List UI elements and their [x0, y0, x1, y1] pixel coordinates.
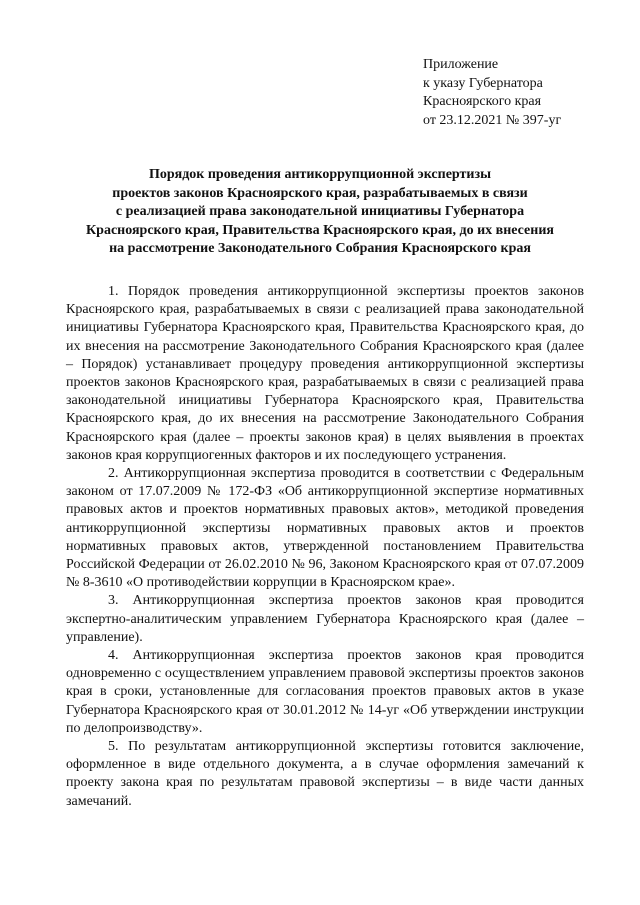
- appendix-line: от 23.12.2021 № 397-уг: [423, 112, 562, 128]
- paragraph-5: 5. По результатам антикоррупционной экспертизы готовится заключение, оформленное в виде отдельного документа, а в случае оформления замечаний к проекту закона края по результатам правовой экспертизы – в виде части данных замечаний.: [66, 739, 584, 809]
- title-line: на рассмотрение Законодательного Собрания Красноярского края: [109, 241, 531, 256]
- title-line: с реализацией права законодательной инициативы Губернатора: [115, 204, 525, 219]
- document-body: [66, 283, 584, 811]
- appendix-line: к указу Губернатора: [423, 75, 543, 91]
- title-line: Красноярского края, Правительства Красноярского края, до их внесения: [86, 222, 554, 238]
- document-title: [60, 166, 580, 259]
- paragraph-2: 2. Антикоррупционная экспертиза проводится в соответствии с Федеральным законом от 17.07.2009 № 172-ФЗ «Об антикоррупционной экспертизе нормативных правовых актов и проектов нормативных правовых актов», методикой проведения антикоррупционной экспертизы нормативных правовых актов и проектов нормативных правовых актов, утвержденной постановлением Правительства Российской Федерации от 26.02.2010 № 96, Законом Красноярского края от 07.07.2009 № 8-3610 «О противодействии коррупции в Красноярском крае».: [66, 466, 584, 591]
- title-line: Порядок проведения антикоррупционной экспертизы: [148, 167, 492, 182]
- paragraph-4: 4. Антикоррупционная экспертиза проектов законов края проводится одновременно с осуществлением управлением правовой экспертизы проектов законов края в сроки, установленные для согласования проектов правовых актов в указе Губернатора Красноярского края от 30.01.2012 № 14-уг «Об утверждении инструкции по делопроизводству».: [66, 648, 584, 736]
- paragraph-1: 1. Порядок проведения антикоррупционной экспертизы проектов законов Красноярского края, разрабатываемых в связи с реализацией права законодательной инициативы Губернатора Красноярского края, Правительства Красноярского края, до их внесения на рассмотрение Законодательного Собрания Красноярского края (далее – Порядок) устанавливает процедуру проведения антикоррупционной экспертизы проектов законов Красноярского края, разрабатываемых в связи с реализацией права законодательной инициативы Губернатора Красноярского края, Правительства Красноярского края, до их внесения на рассмотрение Законодательного Собрания Красноярского края (далее – проекты законов края) в целях выявления в проектах законов края коррупциогенных факторов и их последующего устранения.: [66, 284, 584, 463]
- appendix-line: Красноярского края: [423, 94, 542, 109]
- paragraph-3: 3. Антикоррупционная экспертиза проектов законов края проводится экспертно-аналитическим управлением Губернатора Красноярского края (далее – управление).: [66, 593, 584, 645]
- appendix-line: Приложение: [423, 57, 499, 72]
- appendix-block: [423, 56, 623, 130]
- title-line: проектов законов Красноярского края, разрабатываемых в связи: [112, 185, 528, 201]
